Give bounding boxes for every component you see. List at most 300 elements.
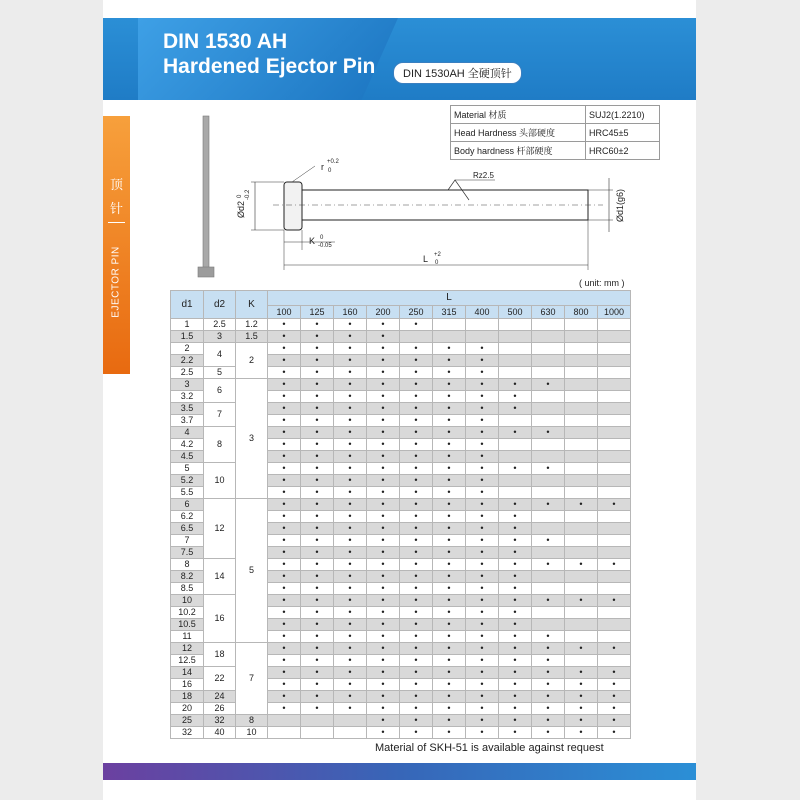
availability-cell: • <box>400 559 433 571</box>
availability-cell <box>499 367 532 379</box>
availability-cell: • <box>367 583 400 595</box>
availability-cell <box>499 331 532 343</box>
length-header: 100 <box>268 306 301 319</box>
d2-cell: 8 <box>204 427 236 463</box>
availability-cell: • <box>400 631 433 643</box>
availability-cell: • <box>268 655 301 667</box>
header-d2: d2 <box>204 291 236 319</box>
availability-cell: • <box>532 655 565 667</box>
availability-cell: • <box>466 523 499 535</box>
availability-cell: • <box>268 571 301 583</box>
availability-cell: • <box>367 559 400 571</box>
availability-cell: • <box>334 691 367 703</box>
availability-cell: • <box>433 727 466 739</box>
availability-cell: • <box>268 511 301 523</box>
d2-cell: 40 <box>204 727 236 739</box>
availability-cell: • <box>367 547 400 559</box>
availability-cell: • <box>400 679 433 691</box>
length-header: 200 <box>367 306 400 319</box>
availability-cell: • <box>301 571 334 583</box>
availability-cell <box>565 379 598 391</box>
availability-cell: • <box>433 691 466 703</box>
availability-cell: • <box>268 403 301 415</box>
footer-band <box>103 763 696 780</box>
availability-cell: • <box>301 655 334 667</box>
availability-cell: • <box>367 523 400 535</box>
availability-cell <box>598 451 631 463</box>
availability-cell: • <box>367 355 400 367</box>
availability-cell: • <box>301 631 334 643</box>
availability-cell: • <box>334 379 367 391</box>
d2-label: Ød2 <box>236 200 246 218</box>
availability-cell: • <box>433 343 466 355</box>
d2-cell: 12 <box>204 499 236 559</box>
availability-cell: • <box>268 595 301 607</box>
availability-cell: • <box>499 547 532 559</box>
availability-cell: • <box>301 643 334 655</box>
availability-cell: • <box>565 595 598 607</box>
availability-cell: • <box>268 643 301 655</box>
spec-label: Material 材质 <box>451 106 586 124</box>
k-cell: 8 <box>236 715 268 727</box>
d1-cell: 25 <box>171 715 204 727</box>
d1-cell: 10.5 <box>171 619 204 631</box>
title-line-1: DIN 1530 AH <box>163 30 288 53</box>
availability-cell: • <box>301 607 334 619</box>
length-header: 160 <box>334 306 367 319</box>
availability-cell: • <box>400 499 433 511</box>
d1-cell: 20 <box>171 703 204 715</box>
availability-cell: • <box>268 523 301 535</box>
availability-cell: • <box>334 559 367 571</box>
availability-cell <box>565 511 598 523</box>
availability-cell: • <box>334 535 367 547</box>
availability-cell: • <box>367 715 400 727</box>
length-header: 250 <box>400 306 433 319</box>
d1-cell: 3 <box>171 379 204 391</box>
availability-cell: • <box>400 643 433 655</box>
availability-cell: • <box>400 391 433 403</box>
availability-cell: • <box>466 451 499 463</box>
availability-cell <box>565 427 598 439</box>
d1-cell: 6 <box>171 499 204 511</box>
availability-cell: • <box>301 583 334 595</box>
availability-cell <box>598 439 631 451</box>
availability-cell: • <box>499 703 532 715</box>
availability-cell: • <box>301 595 334 607</box>
availability-cell: • <box>565 715 598 727</box>
availability-cell: • <box>367 667 400 679</box>
availability-cell: • <box>367 463 400 475</box>
d1-cell: 1 <box>171 319 204 331</box>
availability-cell: • <box>598 679 631 691</box>
table-row <box>171 499 631 511</box>
availability-cell: • <box>499 619 532 631</box>
d1-cell: 5.2 <box>171 475 204 487</box>
availability-cell: • <box>367 487 400 499</box>
availability-cell: • <box>301 703 334 715</box>
availability-cell <box>301 715 334 727</box>
availability-cell <box>565 631 598 643</box>
availability-cell: • <box>433 451 466 463</box>
availability-cell <box>565 487 598 499</box>
availability-cell: • <box>466 595 499 607</box>
availability-cell: • <box>400 355 433 367</box>
availability-cell <box>532 391 565 403</box>
availability-cell <box>565 391 598 403</box>
availability-cell: • <box>367 379 400 391</box>
d1-cell: 4.5 <box>171 451 204 463</box>
d2-cell: 6 <box>204 379 236 403</box>
availability-cell: • <box>301 439 334 451</box>
availability-cell: • <box>400 379 433 391</box>
availability-cell: • <box>466 619 499 631</box>
availability-cell: • <box>268 547 301 559</box>
k-cell: 2 <box>236 343 268 379</box>
availability-cell: • <box>433 559 466 571</box>
availability-cell: • <box>400 727 433 739</box>
availability-cell: • <box>532 499 565 511</box>
k-label: K <box>309 236 316 246</box>
availability-cell: • <box>466 571 499 583</box>
d2-cell: 5 <box>204 367 236 379</box>
availability-cell: • <box>433 415 466 427</box>
d1-cell: 5.5 <box>171 487 204 499</box>
availability-cell: • <box>334 619 367 631</box>
d2-cell: 3 <box>204 331 236 343</box>
availability-cell: • <box>532 691 565 703</box>
availability-cell: • <box>400 703 433 715</box>
availability-cell: • <box>400 427 433 439</box>
d1-cell: 12.5 <box>171 655 204 667</box>
catalog-page <box>103 0 696 800</box>
availability-cell <box>499 487 532 499</box>
d1-cell: 2 <box>171 343 204 355</box>
availability-cell: • <box>400 619 433 631</box>
availability-cell <box>532 475 565 487</box>
availability-cell: • <box>334 655 367 667</box>
availability-cell: • <box>466 343 499 355</box>
availability-cell <box>499 319 532 331</box>
availability-cell: • <box>334 667 367 679</box>
availability-cell <box>466 331 499 343</box>
availability-cell: • <box>433 427 466 439</box>
availability-cell <box>598 415 631 427</box>
availability-cell <box>499 439 532 451</box>
availability-cell: • <box>433 655 466 667</box>
availability-cell: • <box>400 487 433 499</box>
availability-cell: • <box>466 727 499 739</box>
availability-cell: • <box>334 367 367 379</box>
availability-cell: • <box>334 451 367 463</box>
availability-cell <box>565 475 598 487</box>
availability-cell: • <box>367 511 400 523</box>
availability-cell: • <box>301 451 334 463</box>
availability-cell: • <box>334 679 367 691</box>
availability-cell: • <box>499 607 532 619</box>
availability-cell: • <box>466 703 499 715</box>
availability-cell: • <box>400 475 433 487</box>
availability-cell <box>565 547 598 559</box>
availability-cell: • <box>301 679 334 691</box>
availability-cell: • <box>268 631 301 643</box>
availability-cell: • <box>301 499 334 511</box>
availability-cell <box>598 655 631 667</box>
availability-cell <box>499 355 532 367</box>
availability-cell: • <box>466 475 499 487</box>
availability-cell: • <box>466 511 499 523</box>
d1-cell: 12 <box>171 643 204 655</box>
availability-cell <box>334 727 367 739</box>
availability-cell <box>499 475 532 487</box>
availability-cell: • <box>367 451 400 463</box>
availability-cell: • <box>433 667 466 679</box>
availability-cell <box>532 583 565 595</box>
availability-cell <box>565 583 598 595</box>
header-k: K <box>236 291 268 319</box>
side-tab-en: EJECTOR PIN <box>110 246 122 318</box>
availability-cell: • <box>400 439 433 451</box>
availability-cell: • <box>301 319 334 331</box>
availability-cell: • <box>367 415 400 427</box>
availability-cell: • <box>334 499 367 511</box>
roughness-label: Rz2.5 <box>473 171 494 180</box>
availability-cell <box>466 319 499 331</box>
availability-cell: • <box>301 367 334 379</box>
availability-cell: • <box>268 703 301 715</box>
availability-cell: • <box>598 715 631 727</box>
availability-cell <box>433 319 466 331</box>
availability-cell <box>532 571 565 583</box>
availability-cell: • <box>433 487 466 499</box>
availability-cell: • <box>268 343 301 355</box>
availability-cell <box>532 355 565 367</box>
d2-cell: 32 <box>204 715 236 727</box>
availability-cell: • <box>301 475 334 487</box>
d1-cell: 18 <box>171 691 204 703</box>
d1-cell: 2.5 <box>171 367 204 379</box>
availability-cell: • <box>334 319 367 331</box>
availability-cell <box>598 619 631 631</box>
d1-cell: 32 <box>171 727 204 739</box>
availability-cell <box>532 367 565 379</box>
availability-cell <box>400 331 433 343</box>
availability-cell: • <box>499 427 532 439</box>
availability-cell: • <box>334 631 367 643</box>
availability-cell <box>532 523 565 535</box>
availability-cell <box>565 535 598 547</box>
availability-cell: • <box>499 727 532 739</box>
availability-cell: • <box>301 523 334 535</box>
k-tol-top: 0 <box>320 235 324 241</box>
d1-cell: 3.7 <box>171 415 204 427</box>
availability-cell <box>598 607 631 619</box>
availability-cell: • <box>301 547 334 559</box>
availability-cell: • <box>433 619 466 631</box>
availability-cell: • <box>400 607 433 619</box>
availability-cell <box>565 355 598 367</box>
availability-cell: • <box>268 475 301 487</box>
availability-cell <box>565 331 598 343</box>
k-cell: 1.2 <box>236 319 268 331</box>
availability-cell: • <box>301 391 334 403</box>
d1-cell: 4 <box>171 427 204 439</box>
availability-cell: • <box>433 679 466 691</box>
radius-label: r <box>321 162 324 172</box>
availability-cell: • <box>334 643 367 655</box>
availability-cell: • <box>499 511 532 523</box>
availability-cell: • <box>334 475 367 487</box>
availability-cell: • <box>433 391 466 403</box>
availability-cell <box>598 475 631 487</box>
availability-cell <box>532 511 565 523</box>
availability-cell: • <box>367 607 400 619</box>
availability-cell <box>532 415 565 427</box>
availability-cell: • <box>400 595 433 607</box>
availability-cell: • <box>433 703 466 715</box>
availability-cell: • <box>334 583 367 595</box>
availability-cell <box>598 379 631 391</box>
availability-cell: • <box>499 523 532 535</box>
d1-cell: 16 <box>171 679 204 691</box>
availability-cell: • <box>565 667 598 679</box>
availability-cell: • <box>301 535 334 547</box>
availability-cell: • <box>433 607 466 619</box>
availability-cell: • <box>268 667 301 679</box>
availability-cell: • <box>499 583 532 595</box>
availability-cell: • <box>334 403 367 415</box>
availability-cell: • <box>565 727 598 739</box>
table-row <box>171 643 631 655</box>
availability-cell: • <box>565 499 598 511</box>
availability-cell: • <box>268 379 301 391</box>
d1-cell: 3.2 <box>171 391 204 403</box>
availability-cell: • <box>400 463 433 475</box>
availability-cell: • <box>532 595 565 607</box>
k-cell: 5 <box>236 499 268 643</box>
availability-cell <box>565 415 598 427</box>
d1-cell: 8.5 <box>171 583 204 595</box>
availability-cell: • <box>466 415 499 427</box>
availability-cell: • <box>268 415 301 427</box>
d1-cell: 6.5 <box>171 523 204 535</box>
availability-cell <box>532 547 565 559</box>
availability-cell: • <box>334 439 367 451</box>
size-table <box>170 290 631 739</box>
availability-cell: • <box>466 487 499 499</box>
availability-cell: • <box>367 499 400 511</box>
availability-cell: • <box>367 727 400 739</box>
availability-cell: • <box>499 679 532 691</box>
availability-cell: • <box>433 463 466 475</box>
availability-cell: • <box>334 523 367 535</box>
availability-cell: • <box>433 595 466 607</box>
availability-cell: • <box>433 475 466 487</box>
length-header: 800 <box>565 306 598 319</box>
spec-label: Body hardness 杆部硬度 <box>451 142 586 160</box>
availability-cell <box>565 367 598 379</box>
availability-cell: • <box>499 655 532 667</box>
d1-cell: 8 <box>171 559 204 571</box>
availability-cell: • <box>565 679 598 691</box>
table-row <box>171 331 631 343</box>
availability-cell: • <box>433 535 466 547</box>
availability-cell: • <box>400 523 433 535</box>
availability-cell: • <box>400 511 433 523</box>
availability-cell: • <box>367 679 400 691</box>
availability-cell: • <box>532 667 565 679</box>
pin-head-illustration <box>198 267 214 277</box>
availability-cell: • <box>367 331 400 343</box>
availability-cell: • <box>268 439 301 451</box>
availability-cell: • <box>334 355 367 367</box>
availability-cell: • <box>400 571 433 583</box>
availability-cell: • <box>400 715 433 727</box>
availability-cell: • <box>466 463 499 475</box>
availability-cell: • <box>565 691 598 703</box>
availability-cell: • <box>466 691 499 703</box>
availability-cell: • <box>433 523 466 535</box>
availability-cell: • <box>301 415 334 427</box>
availability-cell: • <box>367 631 400 643</box>
availability-cell: • <box>433 379 466 391</box>
length-header: 125 <box>301 306 334 319</box>
availability-cell: • <box>532 463 565 475</box>
availability-cell: • <box>466 439 499 451</box>
availability-cell: • <box>433 715 466 727</box>
k-cell: 3 <box>236 379 268 499</box>
availability-cell: • <box>268 427 301 439</box>
availability-cell: • <box>367 703 400 715</box>
availability-cell <box>499 415 532 427</box>
availability-cell: • <box>301 379 334 391</box>
availability-cell <box>301 727 334 739</box>
availability-cell: • <box>301 343 334 355</box>
availability-cell <box>565 523 598 535</box>
availability-cell: • <box>334 391 367 403</box>
k-cell: 7 <box>236 643 268 715</box>
spec-label: Head Hardness 头部硬度 <box>451 124 586 142</box>
availability-cell: • <box>466 607 499 619</box>
availability-cell: • <box>499 559 532 571</box>
availability-cell: • <box>532 703 565 715</box>
availability-cell: • <box>466 391 499 403</box>
availability-cell: • <box>268 607 301 619</box>
availability-cell <box>598 583 631 595</box>
availability-cell <box>598 331 631 343</box>
availability-cell: • <box>433 403 466 415</box>
availability-cell <box>598 523 631 535</box>
availability-cell <box>532 451 565 463</box>
d1-cell: 10.2 <box>171 607 204 619</box>
availability-cell <box>532 439 565 451</box>
availability-cell: • <box>367 367 400 379</box>
availability-cell: • <box>400 319 433 331</box>
availability-cell <box>565 451 598 463</box>
availability-cell: • <box>268 391 301 403</box>
availability-cell: • <box>268 679 301 691</box>
d1-cell: 5 <box>171 463 204 475</box>
availability-cell: • <box>433 547 466 559</box>
d2-cell: 14 <box>204 559 236 595</box>
availability-cell: • <box>598 727 631 739</box>
availability-cell <box>598 571 631 583</box>
availability-cell: • <box>466 499 499 511</box>
availability-cell <box>565 571 598 583</box>
availability-cell: • <box>268 583 301 595</box>
availability-cell: • <box>532 679 565 691</box>
d2-cell: 4 <box>204 343 236 367</box>
